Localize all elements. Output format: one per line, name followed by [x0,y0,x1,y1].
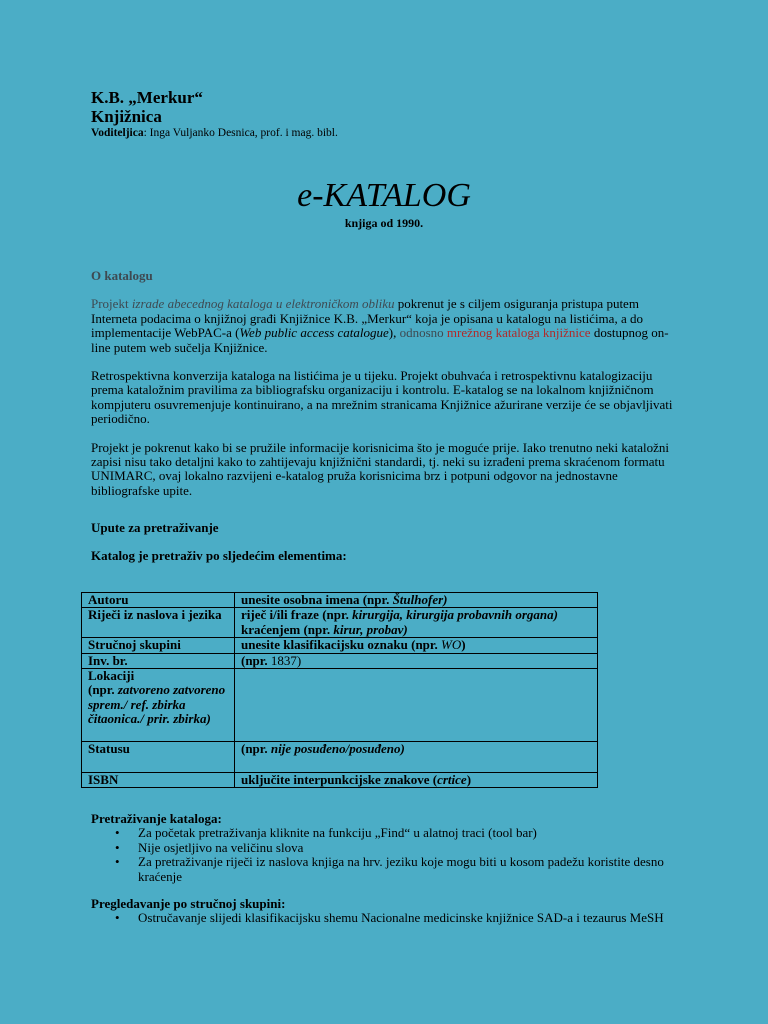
criteria-table [81,592,598,788]
table-row [82,669,598,742]
manager-line [91,126,681,140]
header-block [91,88,681,140]
about-paragraph-2: Retrospektivna konverzija kataloga na listićima je u tijeku. Projekt obuhvaća i retrospektivnu katalogizaciju prema kataložnim pravilima za bibliografsku organizaciju i kontrolu. E-katalog se na lokalnom knjižničnom kompjuteru osuvremenjuje kontinuirano, a na mrežnim stranicama Knjižnice ažurirane verzije će se objavljivati periodično. [91,368,673,427]
catalog-search-list [91,826,681,884]
table-label: Stručnoj skupini [82,638,235,653]
p1-b: izrade abecednog kataloga u elektroničkom obliku [131,296,395,312]
table-label [82,669,235,742]
value-text: (npr. [241,652,271,668]
table-row [82,653,598,668]
table-label: Statusu [82,742,235,773]
list-item: • Ostručavanje slijedi klasifikacijsku shemu Nacionalne medicinske knjižnice SAD-a i tezaurus MeSH [138,911,681,925]
label-note: (npr. [88,682,118,698]
value-example: 1837) [270,652,302,668]
browse-list [91,911,681,925]
search-section [91,521,681,564]
about-heading: O katalogu [91,268,153,283]
list-item: • Za početak pretraživanja kliknite na funkciju „Find“ u alatnoj traci (tool bar) [138,826,681,840]
value-example: kirur, probav) [333,621,408,637]
list-item: • Za pretraživanje riječi iz naslova knjiga na hrv. jeziku koje mogu biti u kosom padežu koristite desno kraćenje [138,855,681,884]
p1-f: odnosno [399,325,447,341]
catalog-link[interactable]: mrežnog kataloga knjižnice [446,325,591,341]
table-row [82,608,598,638]
about-paragraph-1 [91,297,681,355]
table-label: Inv. br. [82,653,235,668]
about-paragraph-3: Projekt je pokrenut kako bi se pružile informacije korisnicima što je moguće prije. Iako trenutno neki kataložni zapisi nisu tako detaljni kako to zahtijevaju knjižnični standardi, tj. neki su izrađeni prema skraćenom formatu UNIMARC, ovaj lokalno razvijeni e-katalog pruža korisnicima brz i potpuni odgovor na jednostavne bibliografske upite. [91,439,669,498]
p1-d: Web public access catalogue [239,325,389,341]
table-row [82,773,598,788]
table-value [235,773,598,788]
manager-label: Voditeljica [91,127,144,139]
search-heading: Upute za pretraživanje [91,520,219,535]
browse-heading: Pregledavanje po stručnoj skupini: [91,896,286,911]
table-value [235,608,598,638]
page-subtitle: knjiga od 1990. [344,216,424,230]
table-value [235,669,598,742]
value-example: kirurgija, kirurgija probavnih organa) [352,607,558,623]
manager-name: : Inga Vuljanko Desnica, prof. i mag. bibl. [143,127,338,139]
value-text: unesite klasifikacijsku oznaku (npr. [241,637,441,653]
value-text: riječ i/ili fraze (npr. [241,607,353,623]
label-text: Lokaciji [88,668,135,684]
browse-section [91,897,681,926]
about-section [91,269,681,498]
table-row [82,742,598,773]
value-text: (npr. [241,741,271,757]
value-text: unesite osobna imena (npr. [241,592,393,607]
value-text: ) [466,772,472,788]
page-title: e-KATALOG [297,177,471,214]
label-example: zatvoreno zatvoreno sprem./ ref. zbirka čitaonica./ prir. zbirka) [88,682,226,727]
p1-h: dostupnog on-line putem web sučelja Knjižnice. [91,325,669,355]
p1-a: Projekt [91,296,132,312]
table-value [235,638,598,653]
value-example: WO [441,637,462,653]
p1-c: pokrenut je s ciljem osiguranja pristupa putem Interneta podacima o knjižnoj građi Knjižnice K.B. „Merkur“ koja je opisana u katalogu na listićima, a do implementacije WebPAC-a ( [91,296,643,341]
table-label: ISBN [82,773,235,788]
value-text: uključite interpunkcijske znakove ( [241,772,438,788]
table-value [235,593,598,608]
table-value [235,742,598,773]
p1-e: ), [388,325,400,341]
table-label: Riječi iz naslova i jezika [82,608,235,638]
catalog-search-section [91,812,681,884]
value-text: ) [461,637,466,653]
catalog-search-heading: Pretraživanje kataloga: [91,811,222,826]
org-unit: Knjižnica [91,107,162,126]
table-row [82,638,598,653]
table-label: Autoru [82,593,235,608]
value-example: crtice [437,772,467,788]
value-example: Štulhofer) [392,592,448,607]
value-example: nije posuđeno/posuđeno) [270,741,405,757]
search-subheading: Katalog je pretraživ po sljedećim elementima: [91,548,347,564]
table-value [235,653,598,668]
table-row [82,593,598,608]
value-text: kraćenjem (npr. [241,621,334,637]
org-name: K.B. „Merkur“ [91,88,203,107]
list-item: • Nije osjetljivo na veličinu slova [138,841,681,855]
